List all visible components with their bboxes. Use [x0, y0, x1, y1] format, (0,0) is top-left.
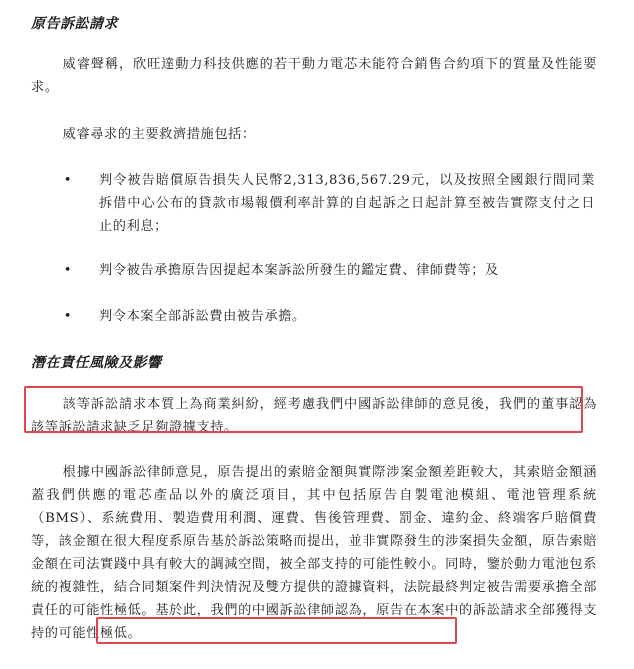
bullet-text: 判令被告賠償原告損失人民幣2,313,836,567.29元，以及按照全國銀行間同業拆借中心公布的貸款市場報價利率計算的自起訴之日起計算至被告實際支付之日止的利息； — [99, 173, 595, 234]
relief-intro-paragraph: 威睿尋求的主要救濟措施包括： — [62, 127, 256, 142]
list-item — [63, 305, 595, 328]
list-item — [63, 169, 595, 238]
bullet-icon: • — [63, 173, 73, 188]
bullet-text: 判令本案全部訴訟費由被告承擔。 — [99, 309, 306, 324]
highlight-box-board-opinion — [24, 386, 583, 433]
list-item — [63, 259, 595, 282]
section-heading-liability: 潛在責任風險及影響 — [31, 355, 162, 371]
bullet-icon: • — [63, 309, 73, 324]
counsel-opinion-paragraph: 根據中國訴訟律師意見，原告提出的索賠金額與實際涉案金額差距較大，其索賠金額涵蓋我們供應的電芯產品以外的廣泛項目，其中包括原告自製電池模組、電池管理系統（BMS）、系統費用、製造費用利潤、運費、售後管理費、罰金、違約金、終端客戶賠償費等，該金額在很大程度系原告基於訴訟策略而提出，並非實際發生的涉案損失金額，原告索賠金額在司法實踐中具有較大的調減空間，被全部支持的可能性較小。同時，鑒於動力電池包系統的複雜性，結合同類案件判決情況及雙方提供的證據資料，法院最終判定被告需要承擔全部責任的可能性極低。基於此，我們的中國訴訟律師認為，原告在本案中的訴訟請求全部獲得支持的可能性極低。 — [31, 465, 597, 641]
bullet-icon: • — [63, 263, 73, 278]
board-opinion-paragraph: 該等訴訟請求本質上為商業糾紛，經考慮我們中國訴訟律師的意見後，我們的董事認為該等訴訟請求缺乏足夠證據支持。 — [31, 397, 597, 435]
highlight-box-conclusion — [96, 617, 457, 644]
section-heading-claims: 原告訴訟請求 — [31, 16, 118, 32]
bullet-text: 判令被告承擔原告因提起本案訴訟所發生的鑑定費、律師費等；及 — [99, 263, 499, 278]
claims-intro-paragraph: 威睿聲稱，欣旺達動力科技供應的若干動力電芯未能符合銷售合約項下的質量及性能要求。 — [31, 57, 597, 95]
